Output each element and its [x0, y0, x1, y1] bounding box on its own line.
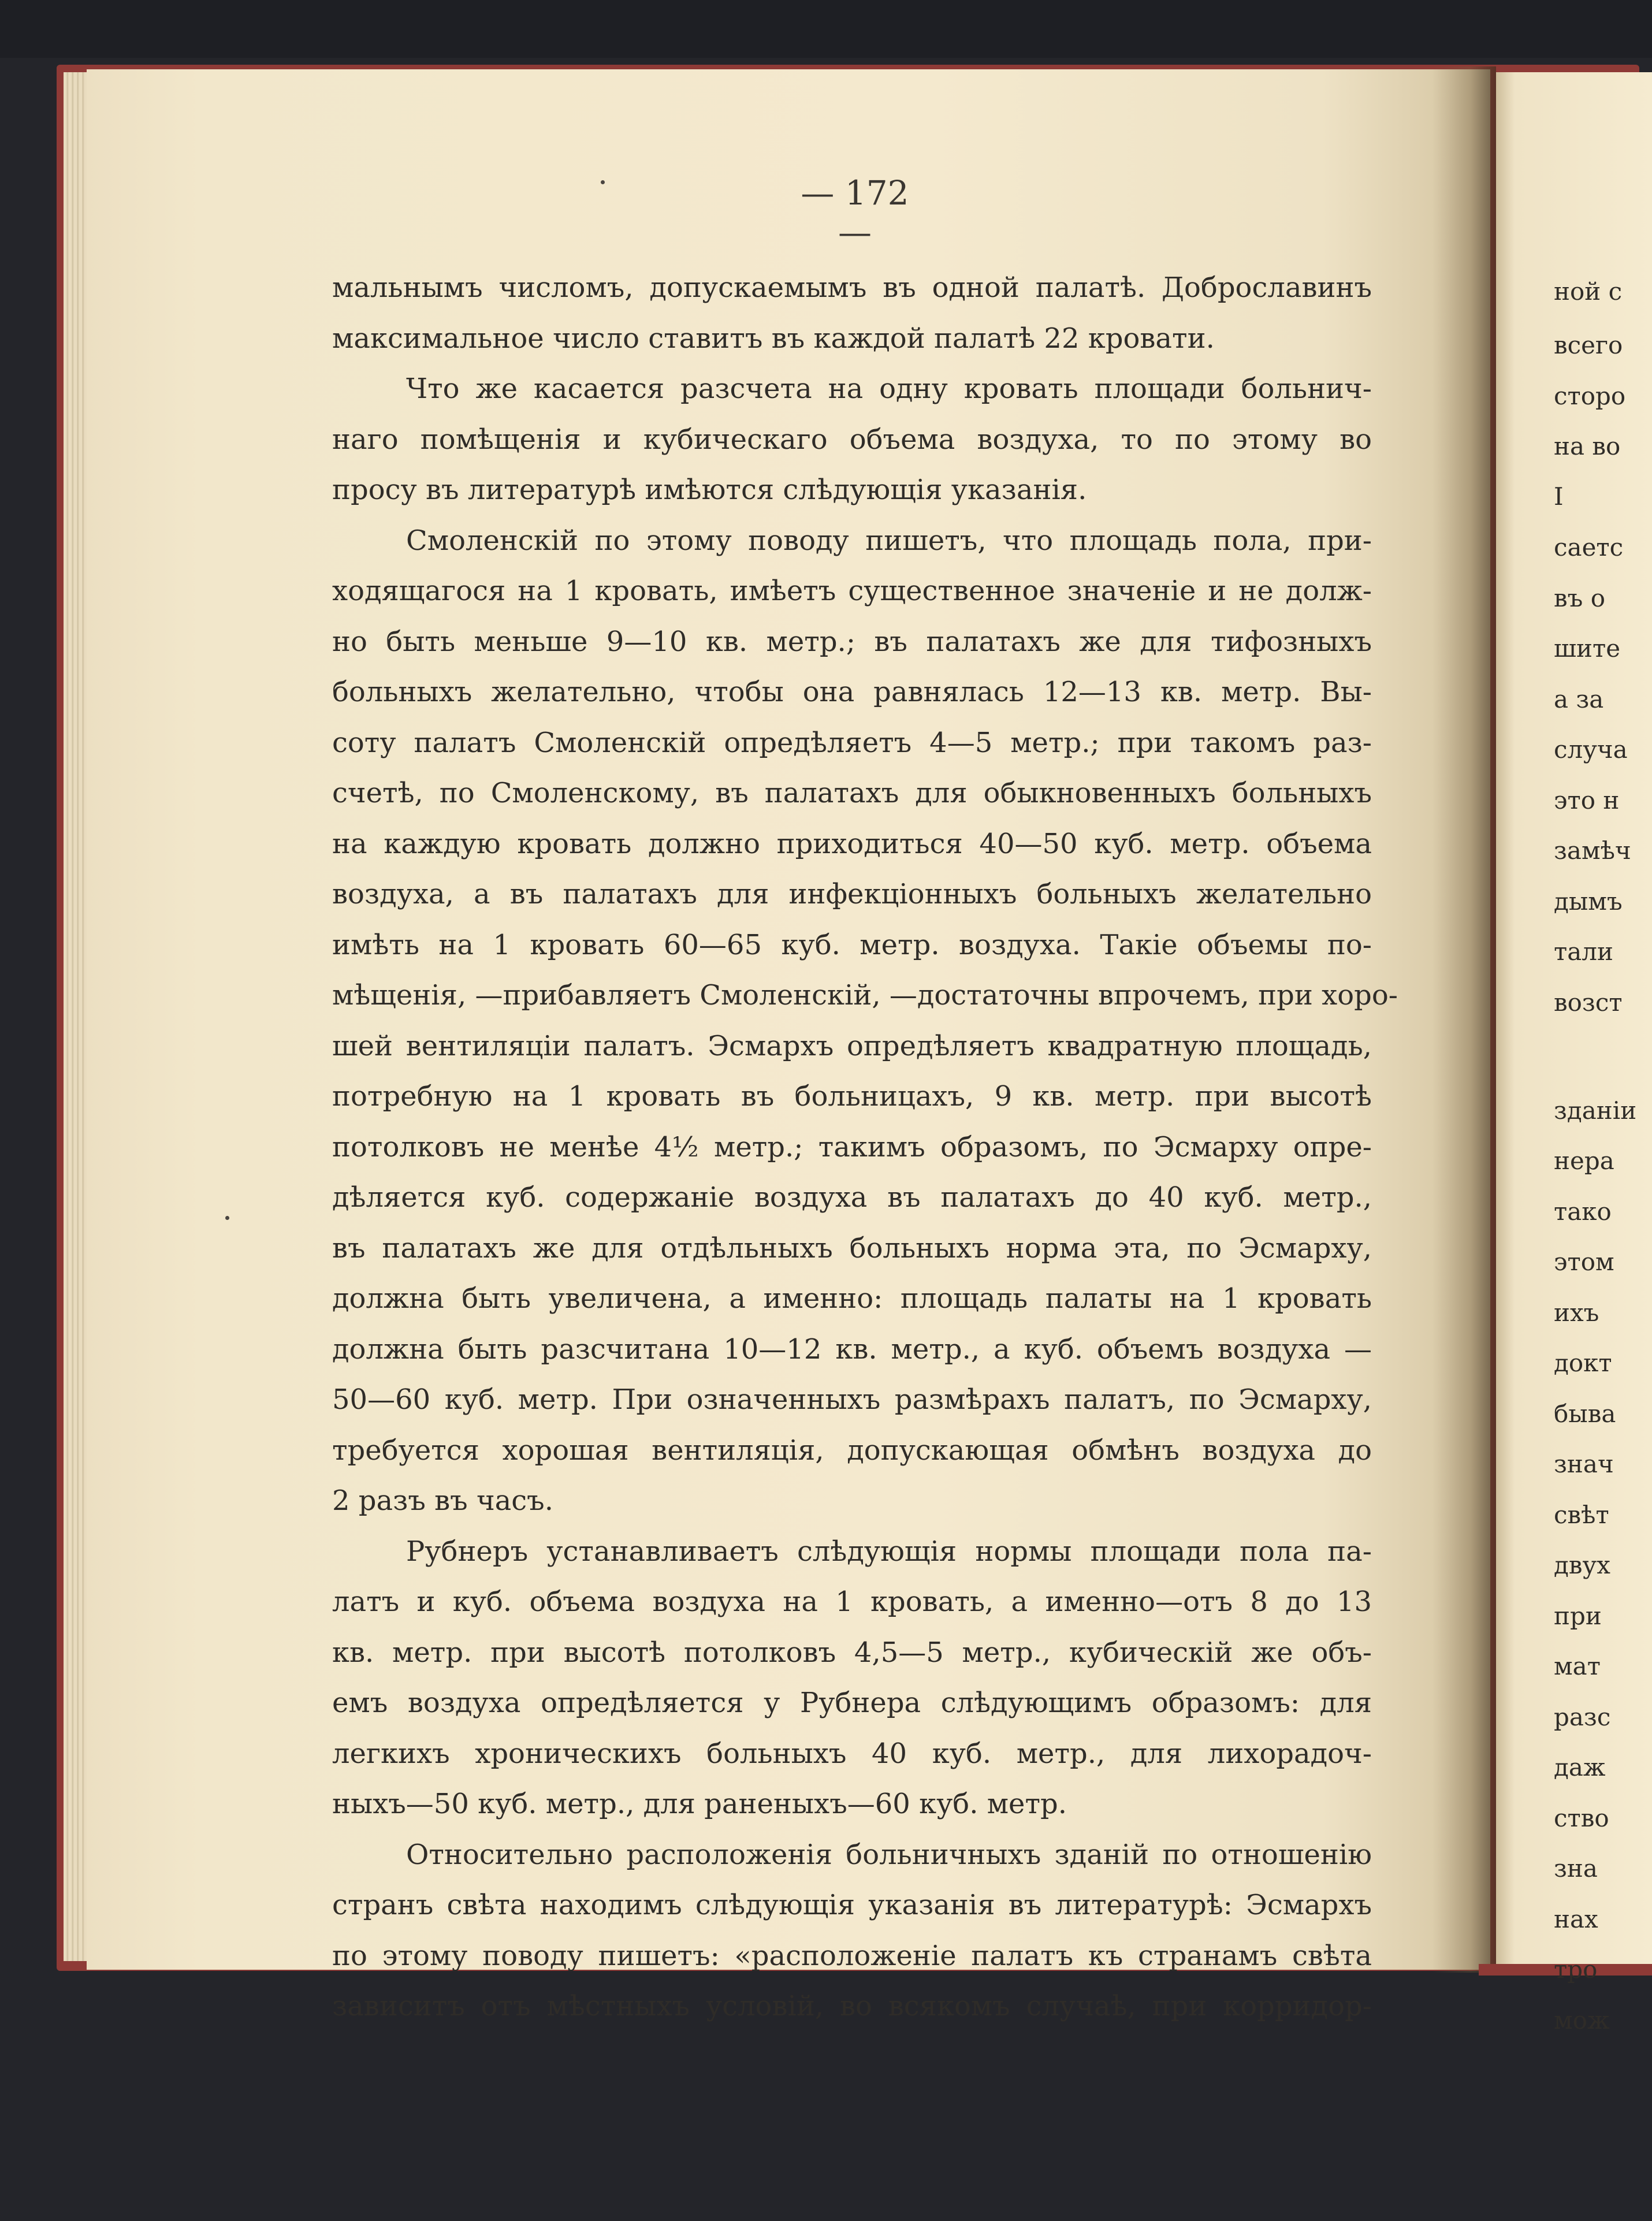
right-text-fragment: ной с	[1554, 277, 1623, 306]
right-text-fragment: тро	[1554, 1955, 1598, 1984]
page-number: — 172 —	[801, 173, 909, 252]
left-page-text	[332, 263, 1398, 2032]
right-text-fragment: саетс	[1554, 533, 1624, 561]
text-line: 50—60 куб. метр. При означенныхъ размѣрахъ палатъ, по Эсмарху,	[332, 1383, 1372, 1416]
text-line: имѣть на 1 кровать 60—65 куб. метр. воздуха. Такіе объемы по-	[332, 928, 1372, 961]
text-line: потолковъ не менѣе 4½ метр.; такимъ образомъ, по Эсмарху опре-	[332, 1130, 1372, 1163]
text-line: ныхъ—50 куб. метр., для раненыхъ—60 куб. метр.	[332, 1788, 1067, 1820]
right-text-fragment: а за	[1554, 685, 1604, 713]
right-text-fragment: мат	[1554, 1652, 1601, 1680]
text-line: должна быть увеличена, а именно: площадь палаты на 1 кровать	[332, 1282, 1372, 1315]
text-line: ходящагося на 1 кровать, имѣетъ существенное значеніе и не долж-	[332, 575, 1372, 607]
right-text-fragment: нера	[1554, 1147, 1614, 1175]
text-line: потребную на 1 кровать въ больницахъ, 9 кв. метр. при высотѣ	[332, 1080, 1372, 1113]
right-text-fragment: зданіи	[1554, 1096, 1637, 1125]
right-text-fragment: нах	[1554, 1905, 1598, 1933]
right-text-fragment: при	[1554, 1602, 1602, 1630]
right-text-fragment: быва	[1554, 1400, 1616, 1428]
right-text-fragment: знач	[1554, 1450, 1614, 1478]
text-line: максимальное число ставитъ въ каждой палатѣ 22 кровати.	[332, 322, 1215, 355]
text-line: шей вентиляціи палатъ. Эсмархъ опредѣляетъ квадратную площадь,	[332, 1029, 1372, 1062]
right-text-fragment: даж	[1554, 1753, 1606, 1781]
right-text-fragment: шите	[1554, 634, 1621, 663]
right-text-fragment: возст	[1554, 988, 1623, 1017]
right-text-fragment: мож	[1554, 2006, 1610, 2034]
right-text-fragment: сторо	[1554, 382, 1626, 410]
text-line: Смоленскій по этому поводу пишетъ, что площадь пола, при-	[406, 524, 1372, 557]
text-line: Что же касается разсчета на одну кровать площади больнич-	[406, 373, 1372, 405]
text-line: наго помѣщенія и кубическаго объема воздуха, то по этому во	[332, 423, 1372, 456]
right-text-fragment: на во	[1554, 432, 1621, 460]
right-text-fragment: зна	[1554, 1854, 1598, 1883]
right-text-fragment: ихъ	[1554, 1299, 1599, 1327]
scan-background-top	[0, 0, 1652, 58]
text-line: просу въ литературѣ имѣются слѣдующія указанія.	[332, 474, 1087, 506]
text-line: должна быть разсчитана 10—12 кв. метр., а куб. объемъ воздуха —	[332, 1333, 1372, 1366]
text-line: но быть меньше 9—10 кв. метр.; въ палатахъ же для тифозныхъ	[332, 625, 1372, 658]
right-text-fragment: ство	[1554, 1804, 1609, 1832]
text-line: воздуха, а въ палатахъ для инфекціонныхъ больныхъ желательно	[332, 878, 1372, 910]
text-line: требуется хорошая вентиляція, допускающая обмѣнъ воздуха до	[332, 1434, 1372, 1467]
text-line: по этому поводу пишетъ: «расположеніе палатъ къ странамъ свѣта	[332, 1939, 1372, 1972]
right-text-fragment: случа	[1554, 735, 1628, 764]
text-line: мальнымъ числомъ, допускаемымъ въ одной палатѣ. Доброславинъ	[332, 271, 1372, 304]
right-text-fragment: въ о	[1554, 584, 1606, 612]
text-line: больныхъ желательно, чтобы она равнялась 12—13 кв. метр. Вы-	[332, 676, 1372, 708]
right-text-fragment: разс	[1554, 1703, 1611, 1731]
text-line: мѣщенія, —прибавляетъ Смоленскій, —достаточны впрочемъ, при хоро-	[332, 979, 1398, 1011]
text-line: счетѣ, по Смоленскому, въ палатахъ для обыкновенныхъ больныхъ	[332, 777, 1372, 809]
right-text-fragment: свѣт	[1554, 1501, 1609, 1529]
right-text-fragment: замѣч	[1554, 836, 1631, 865]
text-line: дѣляется куб. содержаніе воздуха въ палатахъ до 40 куб. метр.,	[332, 1181, 1372, 1214]
text-line: на каждую кровать должно приходиться 40—50 куб. метр. объема	[332, 827, 1372, 860]
text-line: странъ свѣта находимъ слѣдующія указанія въ литературѣ: Эсмархъ	[332, 1889, 1372, 1921]
right-page-text	[1554, 277, 1652, 2045]
text-line: Относительно расположенія больничныхъ зданій по отношенію	[406, 1838, 1372, 1871]
right-text-fragment: всего	[1554, 331, 1623, 359]
text-line: зависитъ отъ мѣстныхъ условій, во всякомъ случаѣ, при корридор-	[332, 1990, 1372, 2022]
text-line: соту палатъ Смоленскій опредѣляетъ 4—5 метр.; при такомъ раз-	[332, 726, 1372, 759]
right-text-fragment: этом	[1554, 1248, 1614, 1276]
text-line: легкихъ хроническихъ больныхъ 40 куб. метр., для лихорадоч-	[332, 1737, 1372, 1770]
text-line: въ палатахъ же для отдѣльныхъ больныхъ норма эта, по Эсмарху,	[332, 1232, 1372, 1264]
text-line: Рубнеръ устанавливаетъ слѣдующія нормы площади пола па-	[406, 1535, 1372, 1568]
right-text-fragment: двух	[1554, 1551, 1610, 1579]
right-text-fragment: І	[1554, 482, 1564, 511]
text-line: латъ и куб. объема воздуха на 1 кровать, а именно—отъ 8 до 13	[332, 1586, 1372, 1618]
right-text-fragment: дымъ	[1554, 887, 1623, 916]
ink-speck	[225, 1216, 229, 1220]
ink-speck	[601, 180, 605, 184]
text-line: емъ воздуха опредѣляется у Рубнера слѣдующимъ образомъ: для	[332, 1687, 1372, 1719]
right-text-fragment: докт	[1554, 1349, 1612, 1377]
book-gutter	[1433, 66, 1496, 1973]
text-line: 2 разъ въ часъ.	[332, 1485, 553, 1517]
right-text-fragment: тали	[1554, 937, 1613, 966]
right-text-fragment: это н	[1554, 786, 1620, 814]
text-line: кв. метр. при высотѣ потолковъ 4,5—5 метр., кубическій же объ-	[332, 1636, 1372, 1669]
right-text-fragment: тако	[1554, 1197, 1612, 1226]
